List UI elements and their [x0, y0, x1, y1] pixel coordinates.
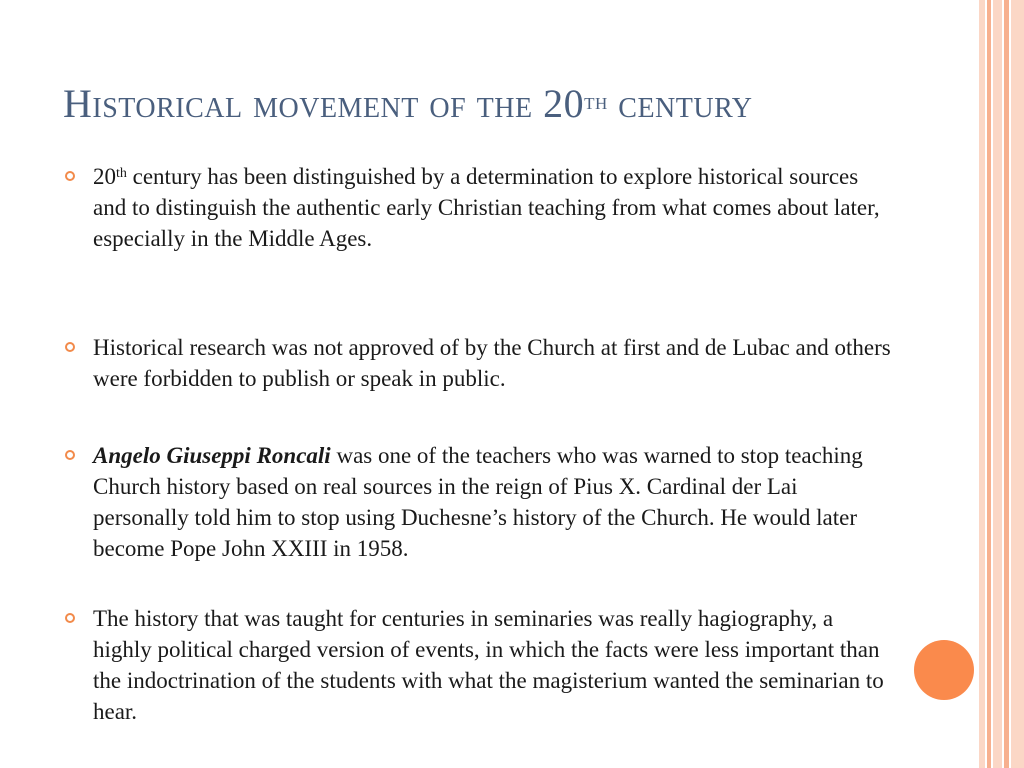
bullet-text: century has been distinguished by a determination to explore historical sources and to distinguish the authentic early Christian teaching from what comes about later, especially in the Middle Ages. — [93, 164, 880, 251]
bullet-text: Historical research was not approved of by the Church at first and de Lubac and others were forbidden to publish or speak in public. — [93, 335, 891, 391]
title-suffix: century — [607, 81, 753, 126]
bullet-item — [93, 440, 893, 564]
bullet-circle-icon — [65, 613, 75, 623]
bullet-superscript: th — [116, 166, 127, 181]
bullet-text: was one of the teachers who was warned to stop teaching Church history based on real sources in the reign of Pius X. Cardinal der Lai personally told him to stop using Duchesne’s history of the Church. He would later become Pope John XXIII in 1958. — [93, 443, 863, 561]
right-edge-stripe — [1004, 0, 1009, 768]
bullet-item — [93, 603, 893, 727]
bullet-text: The history that was taught for centuries in seminaries was really hagiography, a highly political charged version of events, in which the facts were less important than the indoctrination of the students with what the magisterium wanted the seminarian to hear. — [93, 606, 884, 724]
bullet-item — [93, 332, 893, 394]
bullet-circle-icon — [65, 171, 75, 181]
bullet-emphasis: Angelo Giuseppi Roncali — [93, 443, 331, 468]
bullet-item — [93, 161, 893, 254]
right-edge-stripe — [979, 0, 985, 768]
bullet-circle-icon — [65, 450, 75, 460]
bullet-circle-icon — [65, 342, 75, 352]
title-superscript: th — [584, 89, 608, 115]
accent-circle — [914, 640, 974, 700]
slide-title — [63, 80, 943, 128]
bullet-prefix: 20 — [93, 164, 116, 189]
right-edge-stripe — [1011, 0, 1024, 768]
right-edge-stripe — [993, 0, 1002, 768]
right-edge-stripe — [987, 0, 991, 768]
title-text: Historical movement of the 20 — [63, 81, 585, 126]
